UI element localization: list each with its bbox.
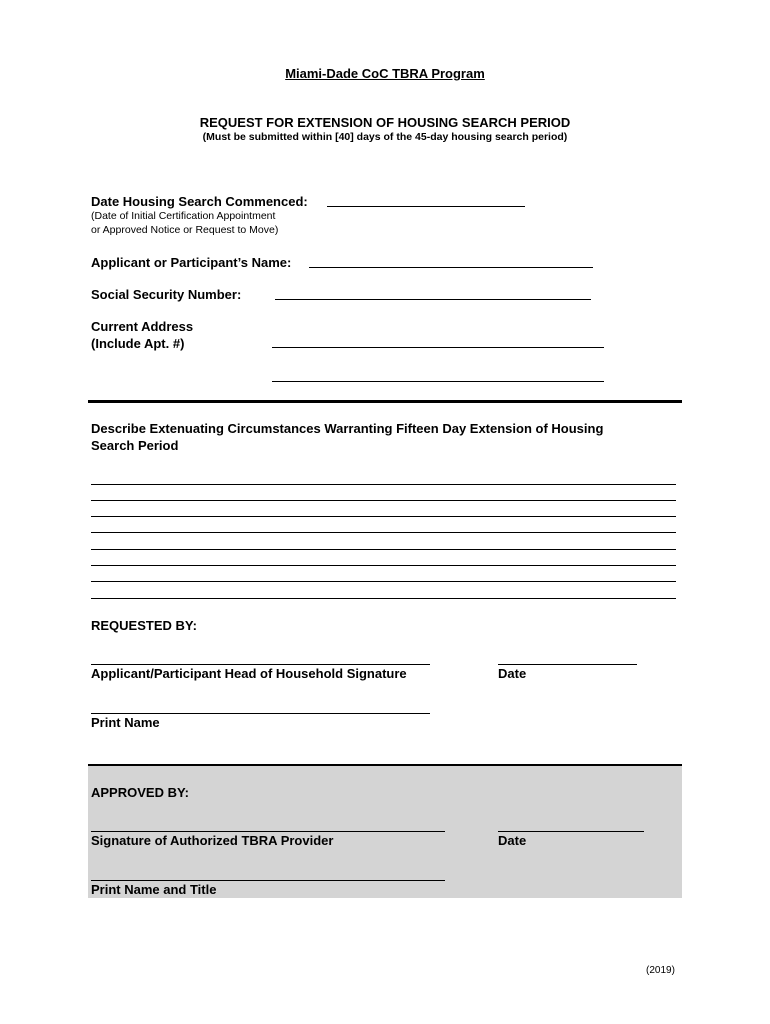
provider-signature-field[interactable] — [91, 831, 445, 832]
date-commenced-label: Date Housing Search Commenced: — [91, 194, 308, 209]
circumstances-line[interactable] — [91, 581, 676, 582]
address-label-1: Current Address — [91, 319, 194, 334]
address-field-2[interactable] — [272, 381, 604, 382]
form-subheading: (Must be submitted within [40] days of the 45-day housing search period) — [202, 131, 568, 143]
date-commenced-note-1: (Date of Initial Certification Appointment — [91, 210, 276, 222]
applicant-name-field[interactable] — [309, 267, 593, 268]
applicant-signature-field[interactable] — [91, 664, 430, 665]
print-name-label: Print Name — [91, 715, 160, 730]
circumstances-line[interactable] — [91, 484, 676, 485]
provider-signature-label: Signature of Authorized TBRA Provider — [91, 833, 334, 848]
address-label-2: (Include Apt. #) — [91, 336, 185, 351]
print-name-field[interactable] — [91, 713, 430, 714]
applicant-date-field[interactable] — [498, 664, 637, 665]
circumstances-line[interactable] — [91, 549, 676, 550]
circumstances-line[interactable] — [91, 565, 676, 566]
revision-year: (2019) — [646, 965, 675, 976]
ssn-label: Social Security Number: — [91, 287, 242, 302]
provider-print-name-label: Print Name and Title — [91, 882, 217, 897]
circumstances-line[interactable] — [91, 500, 676, 501]
applicant-name-label: Applicant or Participant’s Name: — [91, 255, 292, 270]
date-commenced-note-2: or Approved Notice or Request to Move) — [91, 224, 279, 236]
circumstances-label-2: Search Period — [91, 438, 179, 453]
address-field-1[interactable] — [272, 347, 604, 348]
approved-by-heading: APPROVED BY: — [91, 785, 189, 800]
circumstances-label-1: Describe Extenuating Circumstances Warranting Fifteen Day Extension of Housing — [91, 421, 604, 436]
provider-print-name-field[interactable] — [91, 880, 445, 881]
section-divider — [88, 400, 682, 403]
date-commenced-field[interactable] — [327, 206, 525, 207]
circumstances-line[interactable] — [91, 516, 676, 517]
circumstances-line[interactable] — [91, 532, 676, 533]
applicant-signature-label: Applicant/Participant Head of Household Signature — [91, 666, 407, 681]
applicant-date-label: Date — [498, 666, 527, 681]
ssn-field[interactable] — [275, 299, 591, 300]
provider-date-field[interactable] — [498, 831, 644, 832]
provider-date-label: Date — [498, 833, 527, 848]
form-heading: REQUEST FOR EXTENSION OF HOUSING SEARCH PERIOD — [199, 115, 571, 130]
circumstances-line[interactable] — [91, 598, 676, 599]
requested-by-heading: REQUESTED BY: — [91, 618, 197, 633]
form-title: Miami-Dade CoC TBRA Program — [285, 66, 485, 81]
